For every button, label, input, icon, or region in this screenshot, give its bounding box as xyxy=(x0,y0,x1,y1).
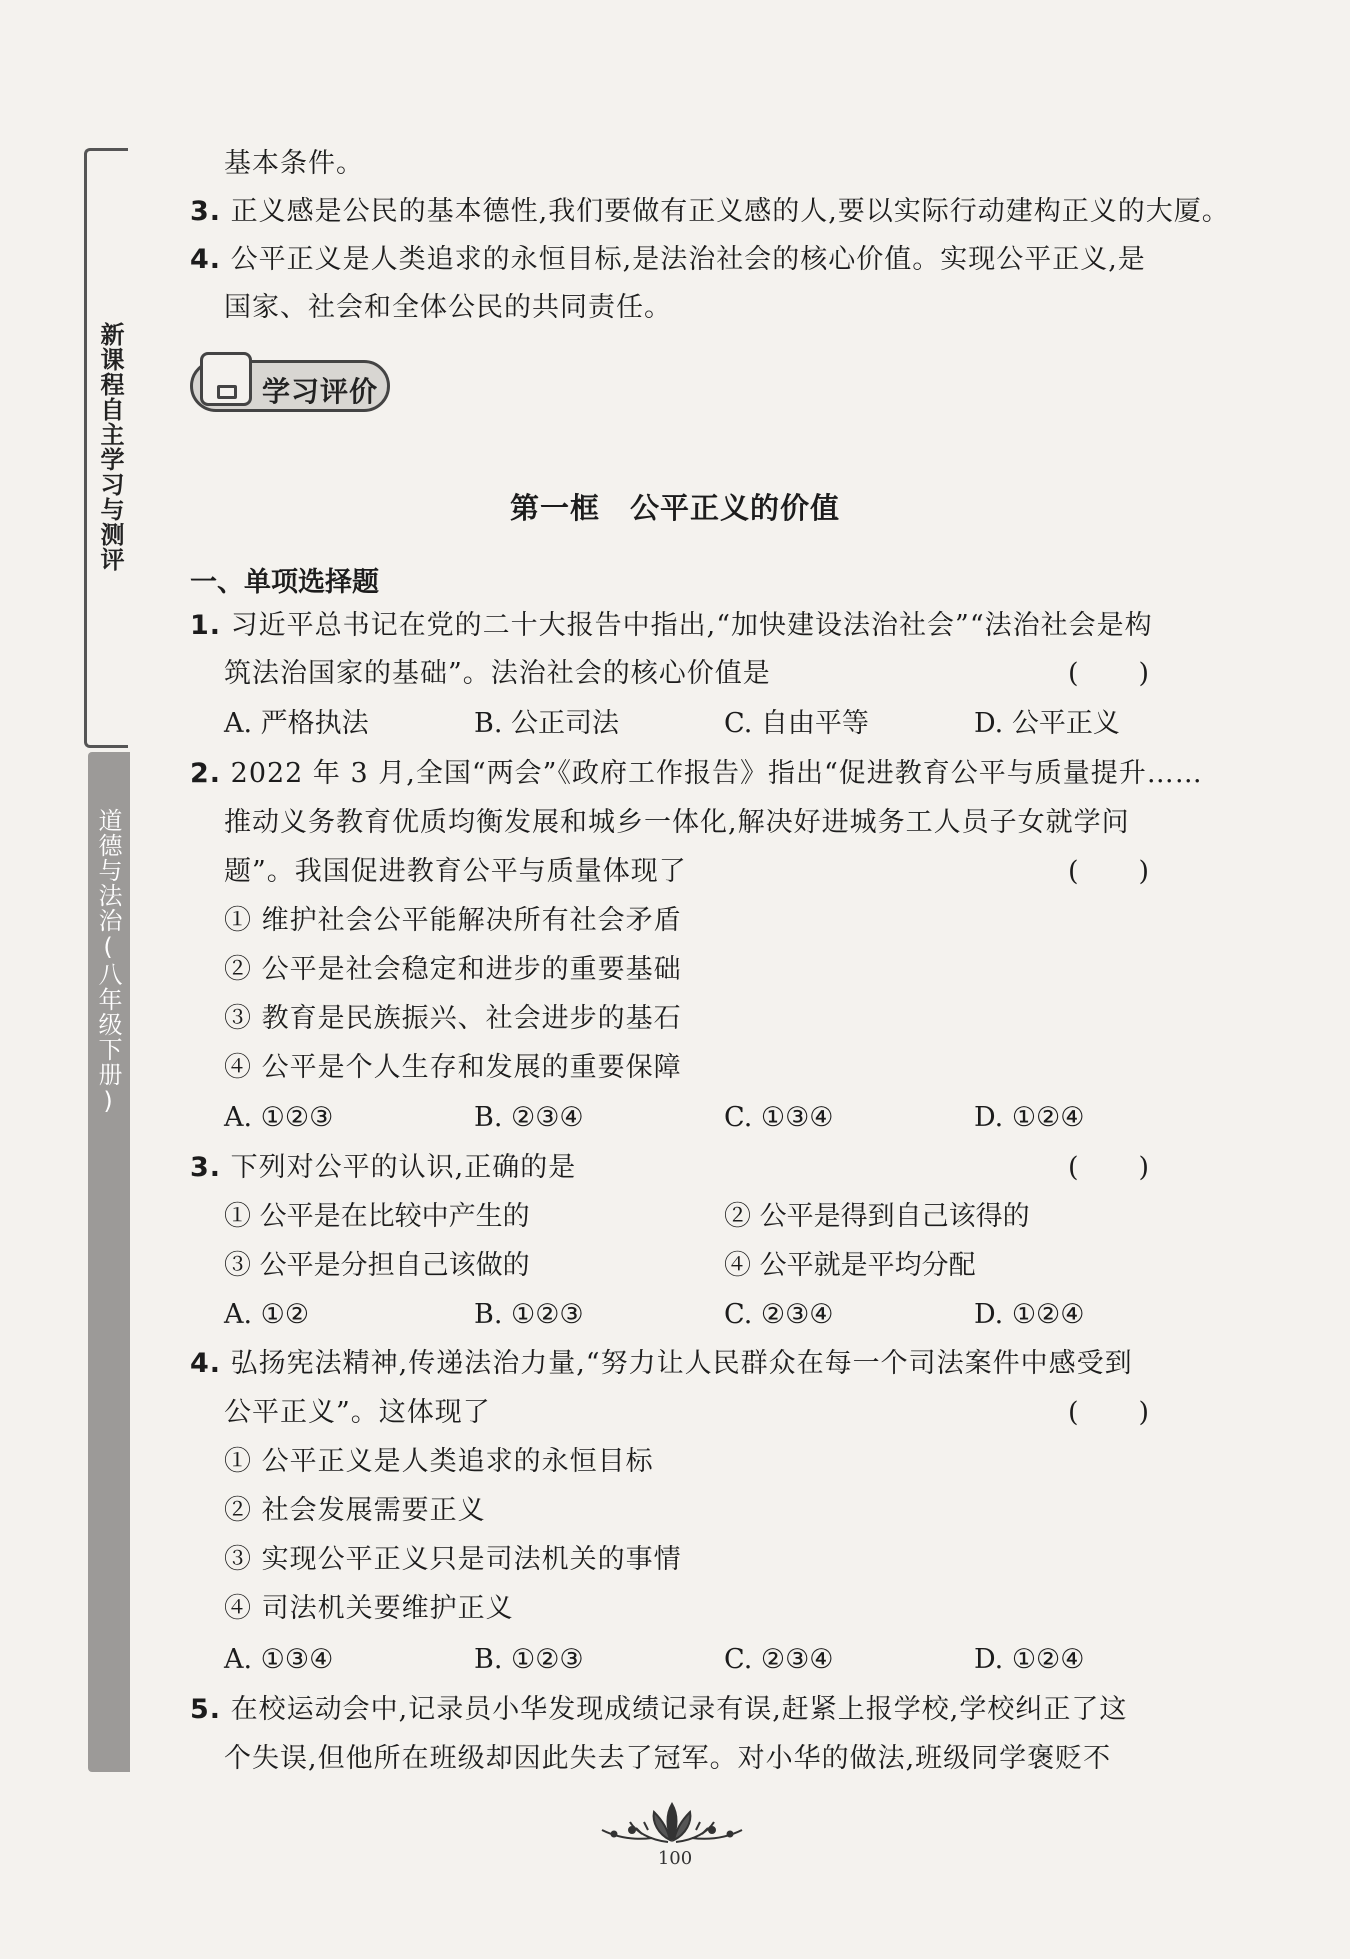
q2-choice-b: B. ②③④ xyxy=(474,1102,584,1133)
question-1-number: 1. xyxy=(190,610,222,641)
page-number: 100 xyxy=(657,1848,693,1869)
intro-item-4-continued: 国家、社会和全体公民的共同责任。 xyxy=(224,292,672,323)
q4-option-3: ③ 实现公平正义只是司法机关的事情 xyxy=(224,1544,682,1575)
question-2-stem-line-3: 题”。我国促进教育公平与质量体现了 xyxy=(224,856,687,887)
question-2-stem-line-1: 2022 年 3 月,全国“两会”《政府工作报告》指出“促进教育公平与质量提升…… xyxy=(230,758,1203,789)
question-3 xyxy=(190,1150,576,1186)
frame-title: 第一框 公平正义的价值 xyxy=(509,491,840,525)
intro-item-4-text-a: 公平正义是人类追求的永恒目标,是法治社会的核心价值。实现公平正义,是 xyxy=(230,244,1146,275)
q2-option-4: ④ 公平是个人生存和发展的重要保障 xyxy=(224,1052,682,1083)
q4-option-4: ④ 司法机关要维护正义 xyxy=(224,1593,514,1624)
question-4-stem-line-1: 弘扬宪法精神,传递法治力量,“努力让人民群众在每一个司法案件中感受到 xyxy=(230,1348,1133,1379)
question-1-stem-line-1: 习近平总书记在党的二十大报告中指出,“加快建设法治社会”“法治社会是构 xyxy=(230,610,1153,641)
q2-option-1: ① 维护社会公平能解决所有社会矛盾 xyxy=(224,905,682,936)
question-5 xyxy=(190,1692,1127,1728)
question-2 xyxy=(190,756,1203,792)
q3-choice-a: A. ①② xyxy=(224,1299,310,1330)
q3-option-4: ④ 公平就是平均分配 xyxy=(724,1250,976,1281)
question-2-number: 2. xyxy=(190,758,222,789)
q3-option-2: ② 公平是得到自己该得的 xyxy=(724,1201,1030,1232)
question-5-stem-line-2: 个失误,但他所在班级却因此失去了冠军。对小华的做法,班级同学褒贬不 xyxy=(224,1743,1112,1774)
question-5-stem-line-1: 在校运动会中,记录员小华发现成绩记录有误,赶紧上报学校,学校纠正了这 xyxy=(230,1694,1128,1725)
q3-choice-b: B. ①②③ xyxy=(474,1299,584,1330)
q2-choice-a: A. ①②③ xyxy=(224,1102,334,1133)
side-tab-subject-label: 道德与法治(八年级下册) xyxy=(94,808,122,1116)
answer-blank-4[interactable]: ( ) xyxy=(1068,1397,1152,1428)
study-evaluation-label: 学习评价 xyxy=(262,375,379,408)
q3-choice-d: D. ①②④ xyxy=(974,1299,1085,1330)
q1-choice-c: C. 自由平等 xyxy=(724,708,869,739)
intro-item-4-number: 4. xyxy=(190,244,222,275)
intro-item-3-number: 3. xyxy=(190,196,222,227)
question-5-number: 5. xyxy=(190,1694,222,1725)
question-1 xyxy=(190,608,1153,644)
intro-item-3 xyxy=(190,194,1230,230)
q1-choice-d: D. 公平正义 xyxy=(974,708,1120,739)
answer-blank-3[interactable]: ( ) xyxy=(1068,1152,1152,1183)
section-heading: 一、单项选择题 xyxy=(190,567,379,598)
q4-choice-c: C. ②③④ xyxy=(724,1644,834,1675)
intro-item-4 xyxy=(190,242,1146,278)
q1-choice-a: A. 严格执法 xyxy=(224,708,369,739)
question-4-stem-line-2: 公平正义”。这体现了 xyxy=(224,1397,491,1428)
question-3-stem: 下列对公平的认识,正确的是 xyxy=(230,1152,577,1183)
question-4 xyxy=(190,1346,1133,1382)
q2-choice-c: C. ①③④ xyxy=(724,1102,834,1133)
q4-choice-d: D. ①②④ xyxy=(974,1644,1085,1675)
q1-choice-b: B. 公正司法 xyxy=(474,708,620,739)
question-2-stem-line-2: 推动义务教育优质均衡发展和城乡一体化,解决好进城务工人员子女就学问 xyxy=(224,807,1130,838)
floppy-disk-icon xyxy=(200,352,252,406)
floral-ornament-icon xyxy=(592,1800,752,1846)
intro-item-3-text: 正义感是公民的基本德性,我们要做有正义感的人,要以实际行动建构正义的大厦。 xyxy=(230,196,1230,227)
q3-choice-c: C. ②③④ xyxy=(724,1299,834,1330)
q2-choice-d: D. ①②④ xyxy=(974,1102,1085,1133)
question-3-number: 3. xyxy=(190,1152,222,1183)
q3-option-1: ① 公平是在比较中产生的 xyxy=(224,1201,530,1232)
question-1-stem-line-2: 筑法治国家的基础”。法治社会的核心价值是 xyxy=(224,658,771,689)
question-4-number: 4. xyxy=(190,1348,222,1379)
side-tab-series-label: 新课程自主学习与测评 xyxy=(96,322,124,572)
q4-choice-b: B. ①②③ xyxy=(474,1644,584,1675)
intro-line-0: 基本条件。 xyxy=(224,148,364,179)
q4-choice-a: A. ①③④ xyxy=(224,1644,334,1675)
answer-blank-1[interactable]: ( ) xyxy=(1068,658,1152,689)
answer-blank-2[interactable]: ( ) xyxy=(1068,856,1152,887)
q2-option-3: ③ 教育是民族振兴、社会进步的基石 xyxy=(224,1003,682,1034)
q2-option-2: ② 公平是社会稳定和进步的重要基础 xyxy=(224,954,682,985)
q3-option-3: ③ 公平是分担自己该做的 xyxy=(224,1250,530,1281)
q4-option-2: ② 社会发展需要正义 xyxy=(224,1495,486,1526)
q4-option-1: ① 公平正义是人类追求的永恒目标 xyxy=(224,1446,654,1477)
